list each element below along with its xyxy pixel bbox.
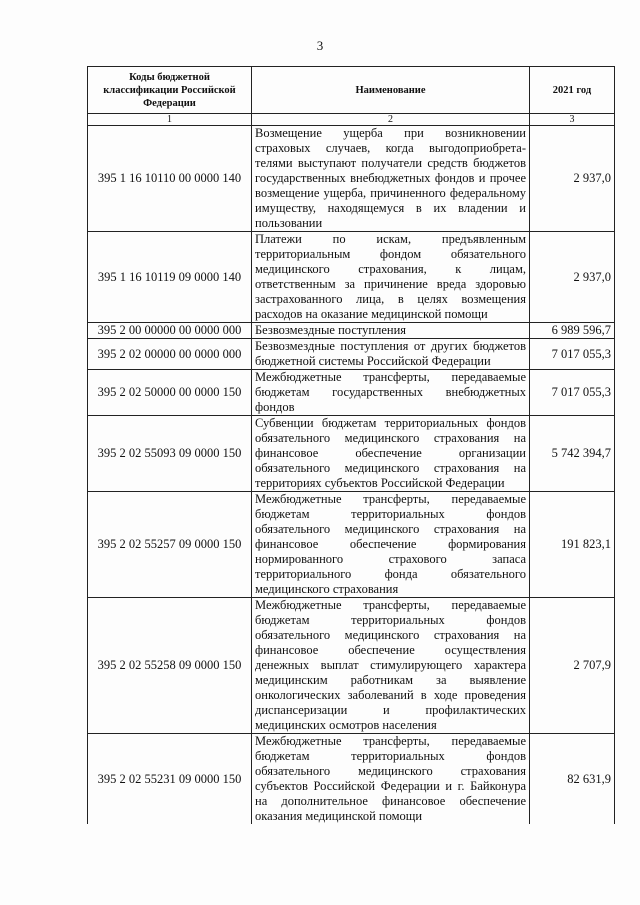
column-number-row	[88, 114, 615, 126]
item-name: Межбюджетные трансферты, передаваемые бюджетам территориальных фондов обязательного медицинского страхования субъектов Российской Федерации и г. Байконура на дополнительное финансовое обеспечение оказания медицинской помощи	[252, 734, 530, 825]
item-name: Возмещение ущерба при возникновении страховых случаев, когда выгодоприобрета-телями выступают получатели средств бюджетов государственных внебюджетных фондов и прочее возмещение ущерба, причиненного федеральному имуществу, находящемуся в их владении и пользовании	[252, 126, 530, 232]
item-name: Субвенции бюджетам территориальных фондов обязательного медицинского страхования на финансовое обеспечение организации обязательного медицинского страхования на территориях субъектов Российской Федерации	[252, 416, 530, 492]
table-row	[88, 492, 615, 598]
budget-code: 395 2 02 55231 09 0000 150	[88, 734, 252, 825]
item-name: Межбюджетные трансферты, передаваемые бюджетам территориальных фондов обязательного медицинского страхования на финансовое обеспечение формирования нормированного страхового запаса территориального фонда обязательного медицинского страхования	[252, 492, 530, 598]
header-year: 2021 год	[530, 67, 615, 114]
column-number: 3	[530, 114, 615, 126]
budget-code: 395 2 00 00000 00 0000 000	[88, 323, 252, 339]
amount-2021: 2 937,0	[530, 126, 615, 232]
amount-2021: 82 631,9	[530, 734, 615, 825]
header-name: Наименование	[252, 67, 530, 114]
item-name: Платежи по искам, предъявленным территориальным фондом обязательного медицинского страхования, к лицам, ответственным за причинение вреда здоровью застрахованного лица, в целях возмещения расходов на оказание медицинской помощи	[252, 232, 530, 323]
table-row	[88, 416, 615, 492]
item-name: Безвозмездные поступления	[252, 323, 530, 339]
budget-revenue-table	[87, 66, 615, 824]
budget-code: 395 1 16 10110 00 0000 140	[88, 126, 252, 232]
header-code: Коды бюджетной классификации Российской Федерации	[88, 67, 252, 114]
table-header-row	[88, 67, 615, 114]
amount-2021: 2 707,9	[530, 598, 615, 734]
amount-2021: 7 017 055,3	[530, 339, 615, 370]
table-row	[88, 734, 615, 825]
table-row	[88, 339, 615, 370]
amount-2021: 191 823,1	[530, 492, 615, 598]
amount-2021: 2 937,0	[530, 232, 615, 323]
budget-code: 395 1 16 10119 09 0000 140	[88, 232, 252, 323]
table-row	[88, 370, 615, 416]
amount-2021: 7 017 055,3	[530, 370, 615, 416]
item-name: Межбюджетные трансферты, передаваемые бюджетам государственных внебюджетных фондов	[252, 370, 530, 416]
page-number: 3	[316, 38, 324, 53]
table-row	[88, 598, 615, 734]
budget-code: 395 2 02 00000 00 0000 000	[88, 339, 252, 370]
table-row	[88, 232, 615, 323]
budget-code: 395 2 02 55093 09 0000 150	[88, 416, 252, 492]
budget-code: 395 2 02 50000 00 0000 150	[88, 370, 252, 416]
amount-2021: 5 742 394,7	[530, 416, 615, 492]
table-row	[88, 323, 615, 339]
column-number: 1	[88, 114, 252, 126]
item-name: Безвозмездные поступления от других бюджетов бюджетной системы Российской Федерации	[252, 339, 530, 370]
budget-code: 395 2 02 55258 09 0000 150	[88, 598, 252, 734]
table-row	[88, 126, 615, 232]
item-name: Межбюджетные трансферты, передаваемые бюджетам территориальных фондов обязательного медицинского страхования на финансовое обеспечение осуществления денежных выплат стимулирующего характера медицинским работникам за выявление онкологических заболеваний в ходе проведения диспансеризации и профилактических медицинских осмотров населения	[252, 598, 530, 734]
column-number: 2	[252, 114, 530, 126]
amount-2021: 6 989 596,7	[530, 323, 615, 339]
budget-code: 395 2 02 55257 09 0000 150	[88, 492, 252, 598]
